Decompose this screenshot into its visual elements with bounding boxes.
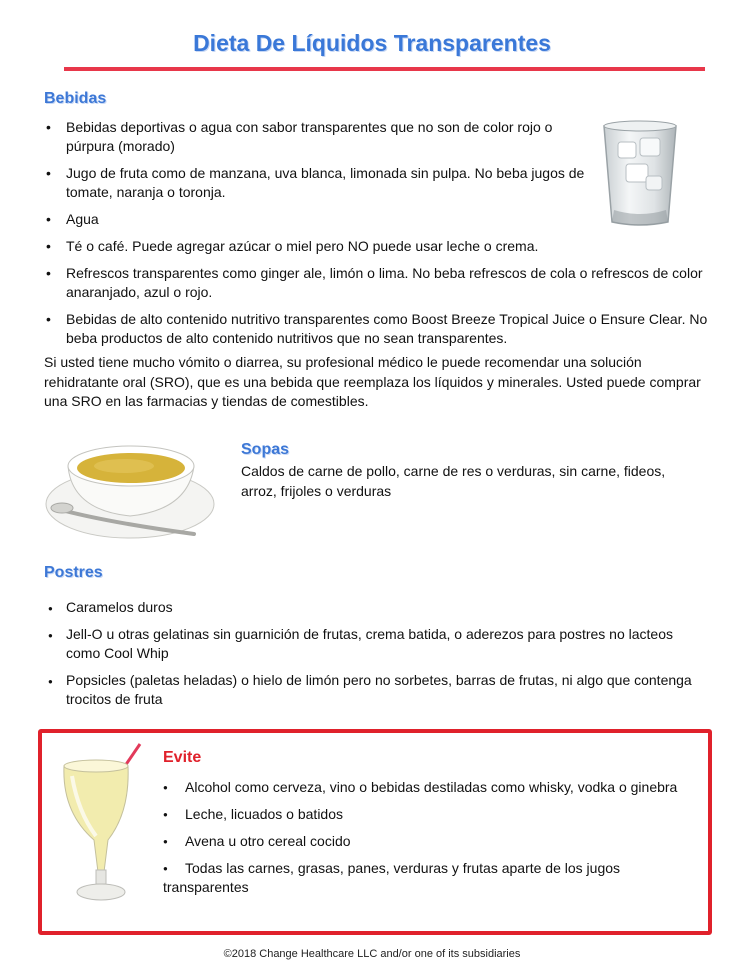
list-item: ● Caramelos duros (44, 598, 704, 617)
bebidas-list (44, 118, 708, 356)
water-glass-image (598, 118, 682, 230)
page-title: Dieta De Líquidos Transparentes (193, 30, 551, 56)
copyright-footer: ©2018 Change Healthcare LLC and/or one of its subsidiaries (223, 948, 521, 960)
postres-list (44, 598, 704, 717)
list-item: • Refrescos transparentes como ginger ale, limón o lima. No beba refrescos de cola o refrescos de color anaranjado, azul o rojo. (44, 264, 716, 302)
postres-heading: Postres (44, 564, 103, 581)
list-item: ● Popsicles (paletas heladas) o hielo de limón pero no sorbetes, barras de frutas, ni algo que contenga trocitos de fruta (44, 671, 704, 709)
evite-heading: Evite (163, 749, 202, 766)
list-item: ● Alcohol como cerveza, vino o bebidas destiladas como whisky, vodka o ginebra (163, 779, 678, 795)
list-item: ● Jell-O u otras gelatinas sin guarnición de frutas, crema batida, o aderezos para postres no lacteos como Cool Whip (44, 625, 704, 663)
list-item: • Jugo de fruta como de manzana, uva blanca, limonada sin pulpa. No beba jugos de tomate, naranja o toronja. (44, 164, 589, 202)
bullet-icon: ● (163, 864, 168, 873)
bullet-icon: ● (163, 783, 168, 792)
milkshake-image (58, 742, 144, 910)
list-item: • Bebidas deportivas o agua con sabor transparentes que no son de color rojo o púrpura (morado) (44, 118, 589, 156)
sopas-text: Caldos de carne de pollo, carne de res o verduras, sin carne, fideos, arroz, frijoles o verduras (241, 463, 666, 499)
sro-note: Si usted tiene mucho vómito o diarrea, su profesional médico le puede recomendar una solución rehidratante oral (SRO), que es una bebida que reemplaza los líquidos y minerales. Usted puede comprar una SRO en las farmacias y tiendas de comestibles. (44, 354, 701, 409)
list-item: ● Todas las carnes, grasas, panes, verduras y frutas aparte de los jugos transparentes (163, 860, 621, 895)
bullet-icon: ● (163, 837, 168, 846)
list-item: • Té o café. Puede agregar azúcar o miel pero NO puede usar leche o crema. (44, 237, 716, 256)
soup-bowl-image (44, 430, 216, 542)
bebidas-heading: Bebidas (44, 90, 107, 107)
title-divider (64, 67, 705, 71)
evite-list (163, 778, 708, 905)
list-item: ● Leche, licuados o batidos (163, 806, 343, 822)
bullet-icon: ● (163, 810, 168, 819)
list-item: • Bebidas de alto contenido nutritivo transparentes como Boost Breeze Tropical Juice o Ensure Clear. No beba productos de alto contenido nutritivos que no sean transparentes. (44, 310, 716, 348)
list-item: • Agua (44, 210, 589, 229)
list-item: ● Avena u otro cereal cocido (163, 833, 351, 849)
sopas-heading: Sopas (241, 441, 290, 458)
